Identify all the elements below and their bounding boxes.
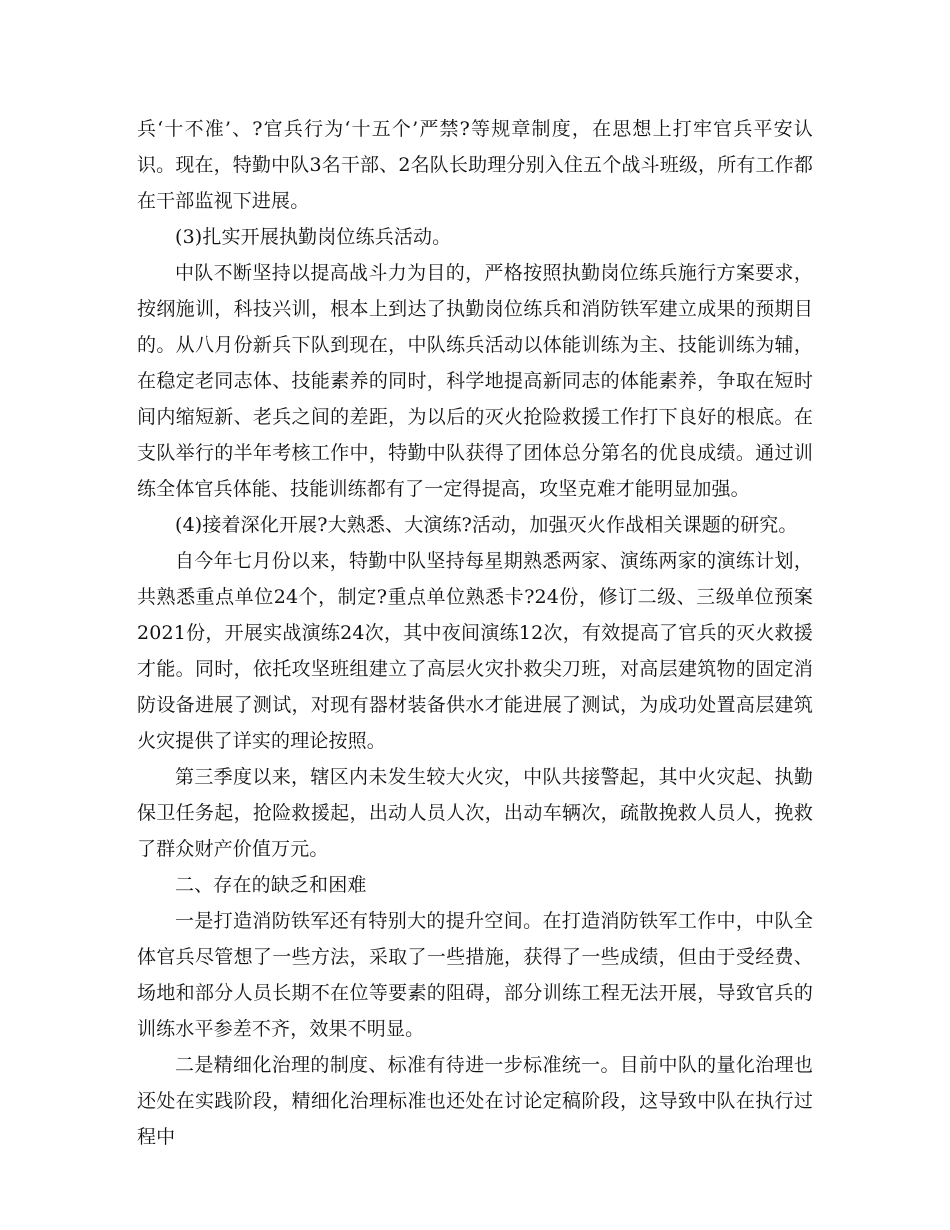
section-heading-4: (4)接着深化开展?大熟悉、大演练?活动，加强灭火作战相关课题的研究。 xyxy=(175,514,798,536)
paragraph-continuation: 兵‘十不准’、?官兵行为‘十五个’严禁?等规章制度，在思想上打牢官兵平安认识。现在，特勤中队3名干部、2名队长助理分别入住五个战斗班级，所有工作都在干部监视下进展。 xyxy=(137,118,813,212)
section-heading-problems: 二、存在的缺乏和困难 xyxy=(175,874,367,896)
paragraph-training: 中队不断坚持以提高战斗力为目的，严格按照执勤岗位练兵施行方案要求，按纲施训，科技兴训，根本上到达了执勤岗位练兵和消防铁军建立成果的预期目的。从八月份新兵下队到现在，中队练兵活动以体能训练为主、技能训练为辅，在稳定老同志体、技能素养的同时，科学地提高新同志的体能素养，争取在短时间内缩短新、老兵之间的差距，为以后的灭火抢险救援工作打下良好的根底。在支队举行的半年考核工作中，特勤中队获得了团体总分第名的优良成绩。通过训练全体官兵体能、技能训练都有了一定得提高，攻坚克难才能明显加强。 xyxy=(137,262,813,500)
paragraph-problem-one: 一是打造消防铁军还有特别大的提升空间。在打造消防铁军工作中，中队全体官兵尽管想了一些方法，采取了一些措施，获得了一些成绩，但由于受经费、场地和部分人员长期不在位等要素的阻碍，部分训练工程无法开展，导致官兵的训练水平参差不齐，效果不明显。 xyxy=(137,910,813,1040)
section-heading-3: (3)扎实开展执勤岗位练兵活动。 xyxy=(175,226,452,248)
paragraph-statistics: 第三季度以来，辖区内未发生较大火灾，中队共接警起，其中火灾起、执勤保卫任务起，抢险救援起，出动人员人次，出动车辆次，疏散挽救人员人，挽救了群众财产价值万元。 xyxy=(137,766,813,860)
document-body xyxy=(137,111,813,1155)
paragraph-problem-two: 二是精细化治理的制度、标准有待进一步标准统一。目前中队的量化治理也还处在实践阶段，精细化治理标准也还处在讨论定稿阶段，这导致中队在执行过程中 xyxy=(137,1054,813,1148)
paragraph-drills: 自今年七月份以来，特勤中队坚持每星期熟悉两家、演练两家的演练计划，共熟悉重点单位24个，制定?重点单位熟悉卡?24份，修订二级、三级单位预案2021份，开展实战演练24次，其中夜间演练12次，有效提高了官兵的灭火救援才能。同时，依托攻坚班组建立了高层火灾扑救尖刀班，对高层建筑物的固定消防设备进展了测试，对现有器材装备供水才能进展了测试，为成功处置高层建筑火灾提供了详实的理论按照。 xyxy=(137,550,813,752)
